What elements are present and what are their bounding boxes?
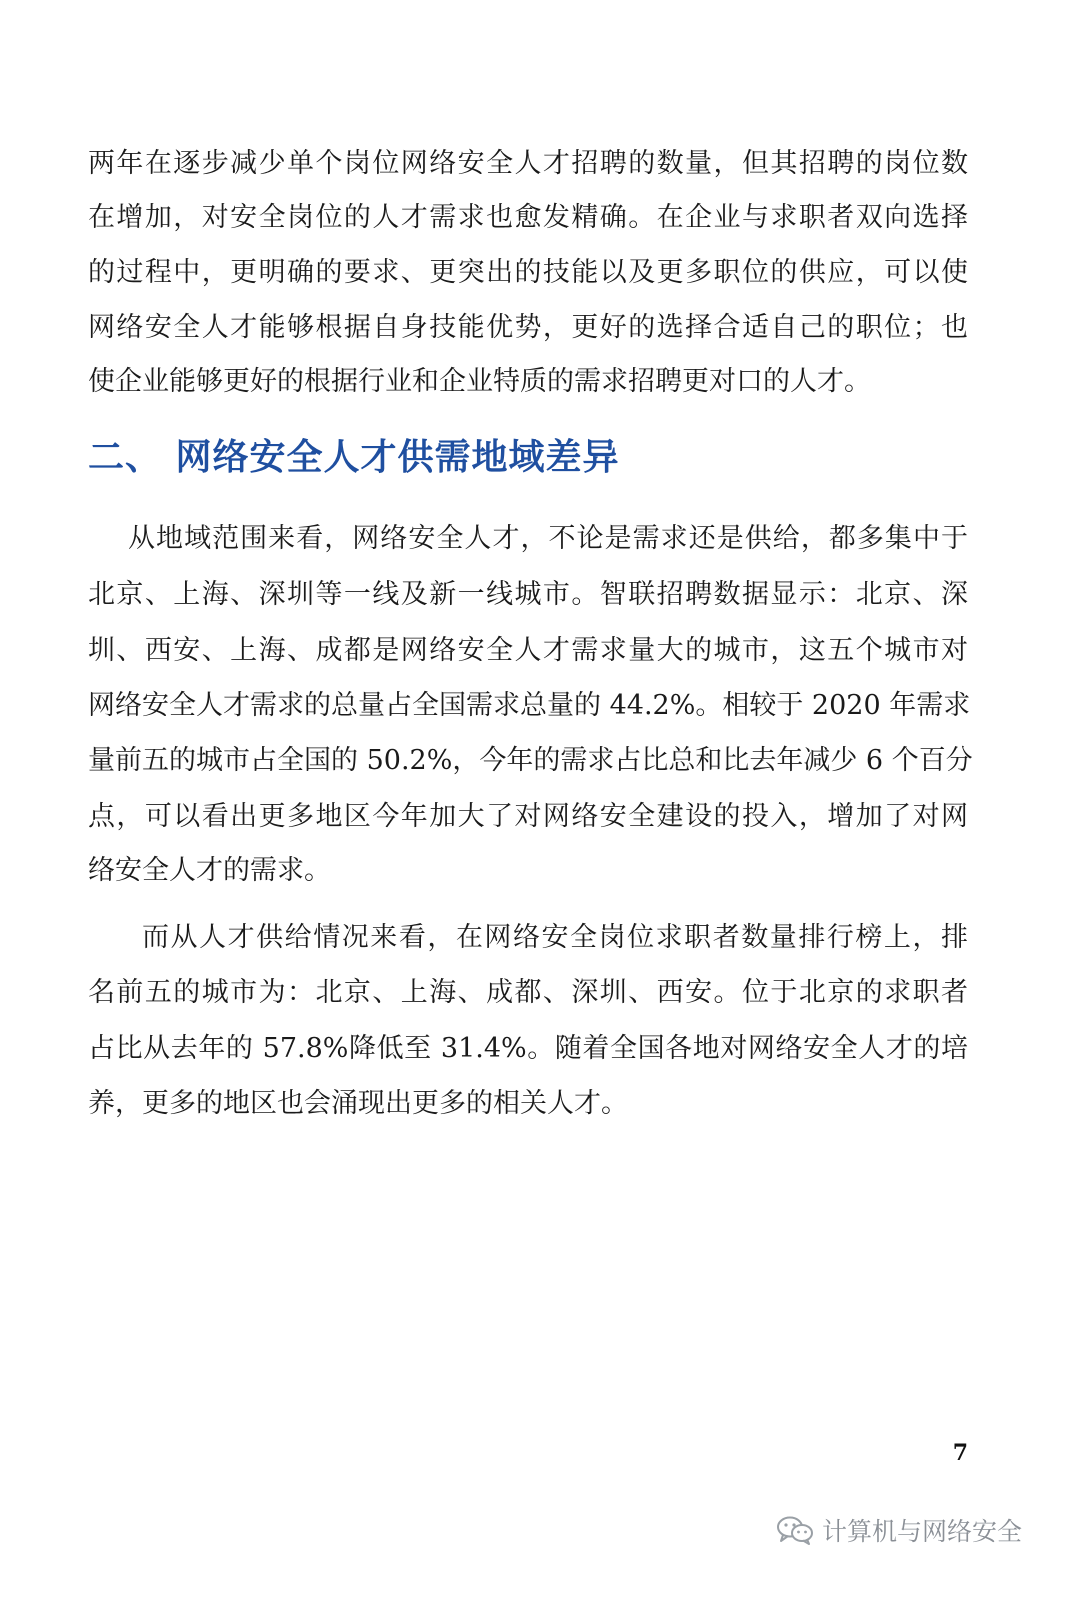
watermark-text: 计算机与网络安全: [821, 1517, 1022, 1546]
section-heading: 二、 网络安全人才供需地域差异: [88, 437, 620, 478]
paragraph-line: 而从人才供给情况来看，在网络安全岗位求职者数量排行榜上，排: [142, 922, 968, 953]
paragraph-line: 圳、西安、上海、成都是网络安全人才需求量大的城市，这五个城市对: [88, 635, 968, 666]
paragraph-line: 网络安全人才能够根据自身技能优势，更好的选择合适自己的职位；也: [88, 312, 968, 343]
paragraph-line: 在增加，对安全岗位的人才需求也愈发精确。在企业与求职者双向选择: [88, 202, 968, 233]
page-number: 7: [952, 1440, 968, 1466]
watermark: [776, 1512, 1022, 1548]
wechat-icon: [776, 1515, 814, 1545]
paragraph-line: 络安全人才的需求。: [88, 855, 331, 886]
paragraph-line: 网络安全人才需求的总量占全国需求总量的 44.2%。相较于 2020 年需求: [88, 690, 971, 721]
paragraph-line: 从地域范围来看，网络安全人才，不论是需求还是供给，都多集中于: [128, 523, 968, 554]
paragraph-line: 两年在逐步减少单个岗位网络安全人才招聘的数量，但其招聘的岗位数: [88, 148, 968, 179]
paragraph-line: 北京、上海、深圳等一线及新一线城市。智联招聘数据显示：北京、深: [88, 579, 968, 610]
paragraph-line: 养，更多的地区也会涌现出更多的相关人才。: [88, 1088, 628, 1119]
paragraph-line: 点，可以看出更多地区今年加大了对网络安全建设的投入，增加了对网: [88, 801, 968, 832]
paragraph-line: 占比从去年的 57.8%降低至 31.4%。随着全国各地对网络安全人才的培: [88, 1033, 968, 1064]
paragraph-line: 量前五的城市占全国的 50.2%，今年的需求占比总和比去年减少 6 个百分: [88, 745, 973, 776]
paragraph-line: 使企业能够更好的根据行业和企业特质的需求招聘更对口的人才。: [88, 366, 871, 397]
paragraph-line: 名前五的城市为：北京、上海、成都、深圳、西安。位于北京的求职者: [88, 977, 968, 1008]
paragraph-line: 的过程中，更明确的要求、更突出的技能以及更多职位的供应，可以使: [88, 257, 968, 288]
